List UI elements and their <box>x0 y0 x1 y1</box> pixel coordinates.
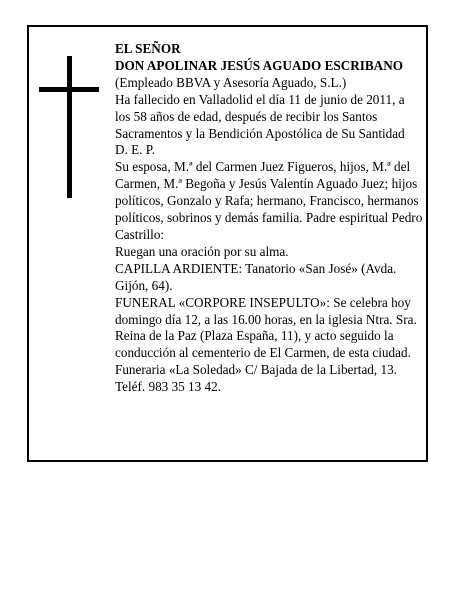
rip-line: D. E. P. <box>115 142 155 158</box>
cross-horizontal-bar <box>39 87 99 92</box>
cross-vertical-bar <box>67 56 72 198</box>
deceased-affiliation: (Empleado BBVA y Asesoría Aguado, S.L.) <box>115 74 347 90</box>
cross-icon <box>39 56 117 198</box>
death-announcement: Ha fallecido en Valladolid el día 11 de junio de 2011, a los 58 años de edad, después de recibir los Santos Sacramentos y la Bendición Apostólica de Su Santidad <box>115 91 405 141</box>
funeral-home-info: Funeraria «La Soledad» C/ Bajada de la Libertad, 13. Teléf. 983 35 13 42. <box>115 362 397 395</box>
deceased-name: DON APOLINAR JESÚS AGUADO ESCRIBANO <box>115 57 403 73</box>
family-paragraph: Su esposa, M.ª del Carmen Juez Figueros, hijos, M.ª del Carmen, M.ª Begoña y Jesús Valentín Aguado Juez; hijos políticos, Gonzalo y Rafa; hermano, Francisco, hermanos políticos, sobrinos y demás familia. Padre espiritual Pedro Castrillo: <box>115 159 423 242</box>
funeral-info: FUNERAL «CORPORE INSEPULTO»: Se celebra hoy domingo día 12, a las 16.00 horas, en la iglesia Ntra. Sra. Reina de la Paz (Plaza España, 11), y acto seguido la conducción al cementerio de El Carmen, de esta ciudad. <box>115 294 417 361</box>
obituary-text <box>115 41 423 396</box>
notice-title: EL SEÑOR <box>115 41 181 56</box>
prayer-request: Ruegan una oración por su alma. <box>115 243 289 259</box>
obituary-notice <box>27 25 428 462</box>
chapel-info: CAPILLA ARDIENTE: Tanatorio «San José» (Avda. Gijón, 64). <box>115 260 397 293</box>
